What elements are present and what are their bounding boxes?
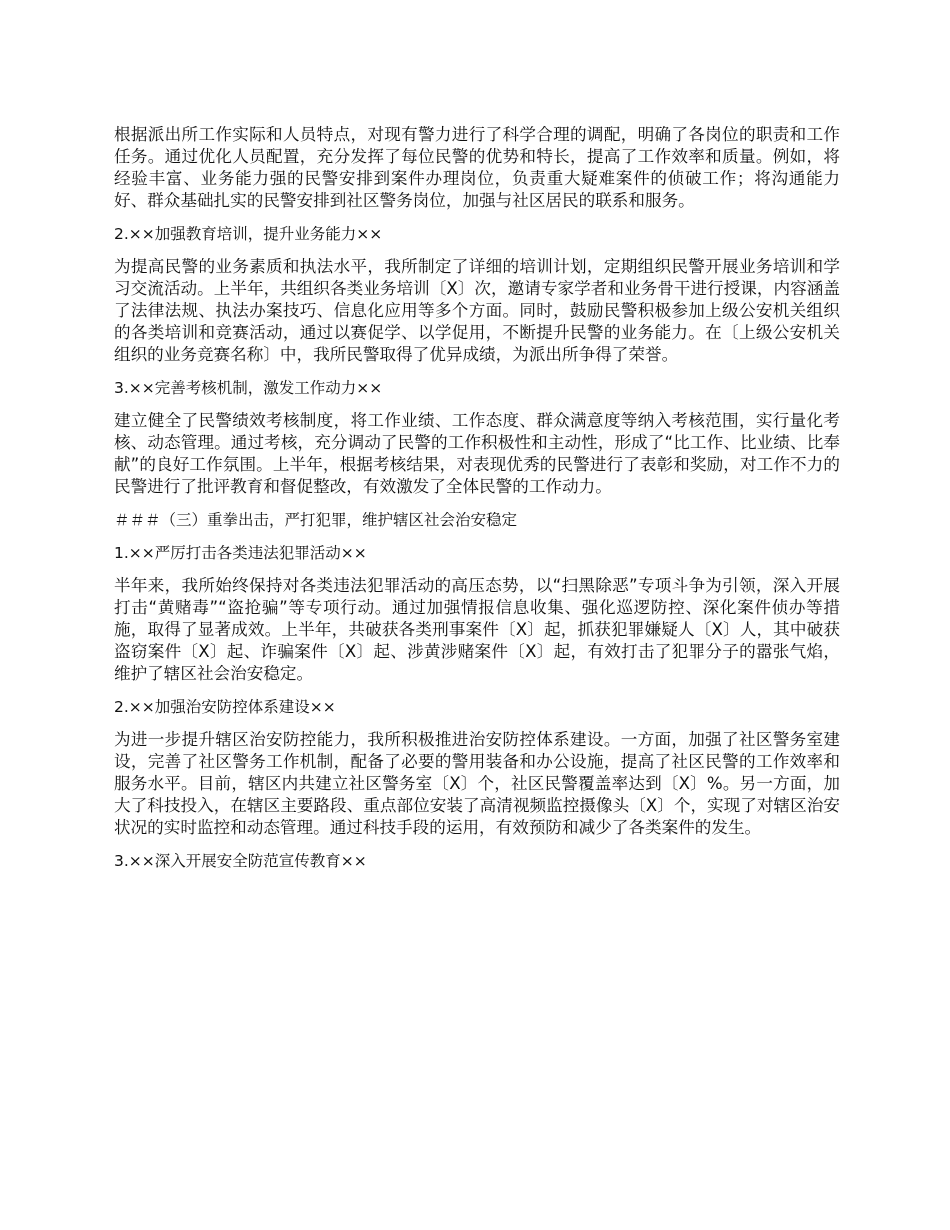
heading-assessment: 3.××完善考核机制，激发工作动力×× <box>114 379 383 397</box>
document-body <box>114 124 840 883</box>
paragraph-prevention-system: 为进一步提升辖区治安防控能力，我所积极推进治安防控体系建设。一方面，加强了社区警务室建设，完善了社区警务工作机制，配备了必要的警用装备和办公设施，提高了社区民警的工作效率和服务水平。目前，辖区内共建立社区警务室〔X〕个，社区民警覆盖率达到〔X〕%。另一方面，加大了科技投入，在辖区主要路段、重点部位安装了高清视频监控摄像头〔X〕个，实现了对辖区治安状况的实时监控和动态管理。通过科技手段的运用，有效预防和减少了各类案件的发生。 <box>114 730 840 837</box>
paragraph-training: 为提高民警的业务素质和执法水平，我所制定了详细的培训计划，定期组织民警开展业务培训和学习交流活动。上半年，共组织各类业务培训〔X〕次，邀请专家学者和业务骨干进行授课，内容涵盖了法律法规、执法办案技巧、信息化应用等多个方面。同时，鼓励民警积极参加上级公安机关组织的各类培训和竞赛活动，通过以赛促学、以学促用，不断提升民警的业务能力。在〔上级公安机关组织的业务竞赛名称〕中，我所民警取得了优异成绩，为派出所争得了荣誉。 <box>114 257 840 364</box>
heading-training: 2.××加强教育培训，提升业务能力×× <box>114 225 383 243</box>
section-heading-crackdown: ＃＃＃（三）重拳出击，严打犯罪，维护辖区社会治安稳定 <box>114 511 518 529</box>
heading-prevention-system: 2.××加强治安防控体系建设×× <box>114 698 336 716</box>
paragraph-staffing: 根据派出所工作实际和人员特点，对现有警力进行了科学合理的调配，明确了各岗位的职责和工作任务。通过优化人员配置，充分发挥了每位民警的优势和特长，提高了工作效率和质量。例如，将经验丰富、业务能力强的民警安排到案件办理岗位，负责重大疑难案件的侦破工作；将沟通能力好、群众基础扎实的民警安排到社区警务岗位，加强与社区居民的联系和服务。 <box>114 125 840 210</box>
heading-crime-strike: 1.××严厉打击各类违法犯罪活动×× <box>114 544 367 562</box>
paragraph-assessment: 建立健全了民警绩效考核制度，将工作业绩、工作态度、群众满意度等纳入考核范围，实行量化考核、动态管理。通过考核，充分调动了民警的工作积极性和主动性，形成了“比工作、比业绩、比奉献”的良好工作氛围。上半年，根据考核结果，对表现优秀的民警进行了表彰和奖励，对工作不力的民警进行了批评教育和督促整改，有效激发了全体民警的工作动力。 <box>114 411 840 496</box>
heading-safety-education: 3.××深入开展安全防范宣传教育×× <box>114 852 367 870</box>
paragraph-crime-strike: 半年来，我所始终保持对各类违法犯罪活动的高压态势，以“扫黑除恶”专项斗争为引领，深入开展打击“黄赌毒”“盗抢骗”等专项行动。通过加强情报信息收集、强化巡逻防控、深化案件侦办等措施，取得了显著成效。上半年，共破获各类刑事案件〔X〕起，抓获犯罪嫌疑人〔X〕人，其中破获盗窃案件〔X〕起、诈骗案件〔X〕起、涉黄涉赌案件〔X〕起，有效打击了犯罪分子的嚣张气焰，维护了辖区社会治安稳定。 <box>114 576 840 683</box>
